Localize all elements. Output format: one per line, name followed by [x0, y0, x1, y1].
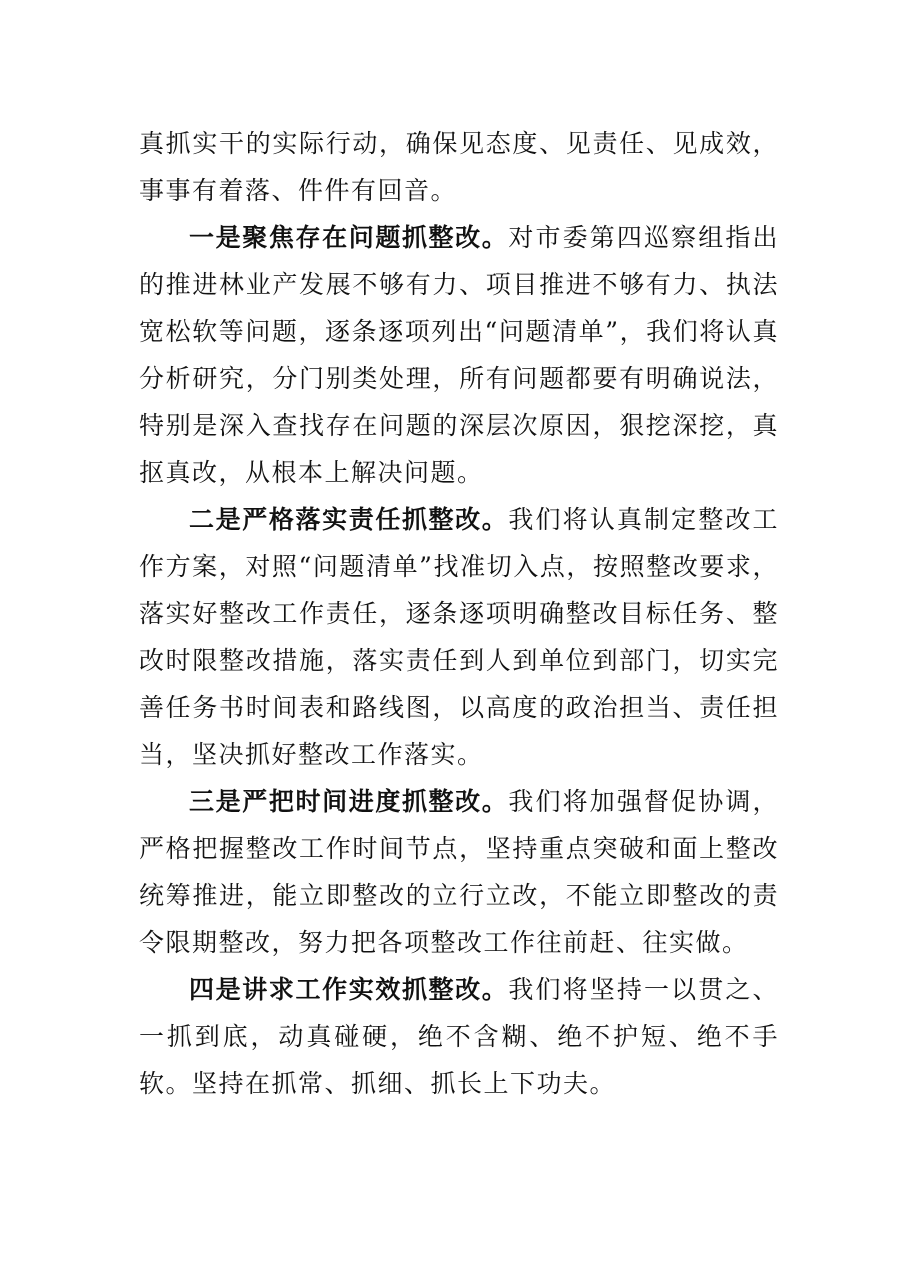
paragraph-text: 真抓实干的实际行动，确保见态度、见责任、见成效，事事有着落、件件有回音。	[139, 129, 779, 205]
paragraph-text: 对市委第四巡察组指出的推进林业产发展不够有力、项目推进不够有力、执法宽松软等问题，逐条逐项列出“问题清单”，我们将认真分析研究，分门别类处理，所有问题都要有明确说法，特别是深入查找存在问题的深层次原因，狠挖深挖，真抠真改，从根本上解决问题。	[139, 223, 779, 487]
paragraph-text: 我们将认真制定整改工作方案，对照“问题清单”找准切入点，按照整改要求，落实好整改工作责任，逐条逐项明确整改目标任务、整改时限整改措施，落实责任到人到单位到部门，切实完善任务书时间表和路线图，以高度的政治担当、责任担当，坚决抓好整改工作落实。	[139, 505, 779, 769]
paragraph-item-3	[139, 778, 779, 966]
document-body	[139, 120, 779, 1107]
paragraph-text: 我们将加强督促协调，严格把握整改工作时间节点，坚持重点突破和面上整改统筹推进，能立即整改的立行立改，不能立即整改的责令限期整改，努力把各项整改工作往前赶、往实做。	[139, 787, 779, 957]
paragraph-heading: 三是严把时间进度抓整改。	[189, 787, 509, 816]
paragraph-heading: 一是聚焦存在问题抓整改。	[189, 223, 509, 252]
paragraph-item-4	[139, 966, 779, 1107]
paragraph-heading: 四是讲求工作实效抓整改。	[189, 975, 509, 1004]
paragraph-text: 我们将坚持一以贯之、一抓到底，动真碰硬，绝不含糊、绝不护短、绝不手软。坚持在抓常、抓细、抓长上下功夫。	[139, 975, 779, 1098]
paragraph-item-2	[139, 496, 779, 778]
paragraph-heading: 二是严格落实责任抓整改。	[189, 505, 509, 534]
paragraph-continuation	[139, 120, 779, 214]
paragraph-item-1	[139, 214, 779, 496]
